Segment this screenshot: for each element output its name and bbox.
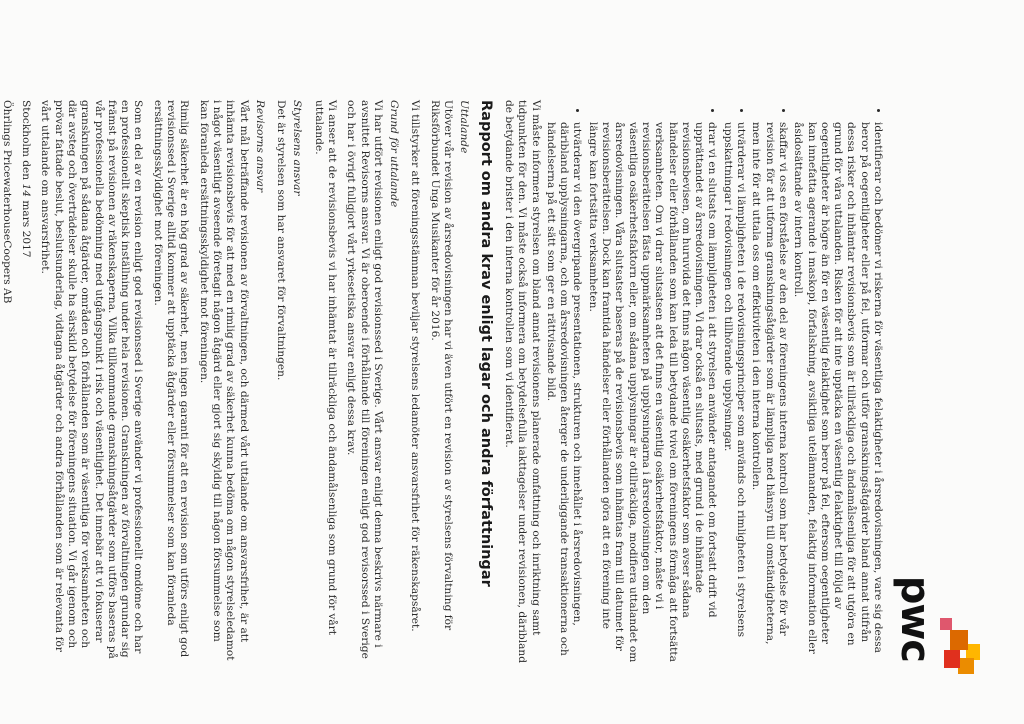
place-date-pre: Stockholm den: [20, 100, 33, 181]
grund-p2: Vi anser att de revisionsbevis vi har inhämtat är tillräckliga och ändamålsenliga som grund för vårt uttalande.: [312, 100, 339, 636]
bullet-item: • skaffar vi oss en förståelse av den del av föreningens interna kontroll som har betydelse för vår revision för att utforma granskningsåtgärder som är lämpliga med hänsyn till omständigheterna, men inte för att uttala oss om effektiviteten i den interna kontrollen.: [749, 122, 789, 664]
grund-p1: Vi har utfört revisionen enligt god revisionssed i Sverige. Vårt ansvar enligt denna beskrivs närmare i avsnittet Revisorns ansvar. Vi är oberoende i förhållande till föreningen enligt god revisorssed i Sverige och har i övrigt fullgjort vårt yrkesetiska ansvar enligt dessa krav.: [345, 100, 384, 659]
bullet-item: • utvärderar vi lämpligheten i de redovisningsprinciper som används och rimligheten i styrelsens uppskattningar i redovisningen och tillhörande upplysningar.: [720, 122, 747, 664]
heading-grund: Grund för uttalande: [388, 100, 401, 208]
pwc-logo-text: pwc: [892, 575, 938, 662]
heading-uttalande: Uttalande: [458, 100, 471, 154]
heading-revisorns: Revisorns ansvar: [253, 100, 266, 193]
audit-bullets: [544, 100, 884, 664]
revisorns-p1: Vårt mål beträffande revisionen av förvaltningen, och därmed vårt uttalande om ansvarsfrihet, är att inhämta revisionsbevis för att med en rimlig grad av säkerhet kunna bedöma om någon styrelseledamot i något väsentligt avseende företagit någon åtgärd eller gjort sig skyldig till någon försummelse som kan föranleda ersättningsskyldighet mot föreningen.: [197, 100, 250, 661]
uttalande-p1: Utöver vår revision av årsredovisningen har vi även utfört en revision av styrelsens förvaltning för Riksförbundet Unga Musikanter för år 2016.: [428, 100, 455, 631]
uttalande-p2: Vi tillstyrker att föreningsstämman beviljar styrelsens ledamöter ansvarsfrihet för räkenskapsåret.: [409, 100, 422, 632]
place-date-hand: 14: [20, 183, 33, 197]
bullet-item: • drar vi en slutsats om lämpligheten i att styrelsen använder antagandet om fortsatt drift vid upprättandet av årsredovisningen. Vi drar också en slutsats, med grund i de inhämtade revisionsbevisen, om huruvida det finns någon väsentlig osäkerhetsfaktor som avser sådana händelser eller förhållanden som kan leda till betydande tvivel om föreningens förmåga att fortsätta verksamheten. Om vi drar slutsatsen att det finns en väsentlig osäkerhetsfaktor, måste vi i revisionsberättelsen fästa uppmärksamheten på upplysningarna i årsredovisningen om den väsentliga osäkerhetsfaktorn eller, om sådana upplysningar är otillräckliga, modifiera uttalandet om årsredovisningen. Våra slutsatser baseras på de revisionsbevis som inhämtas fram till datumet för revisionsberättelsen. Dock kan framtida händelser eller förhållanden göra att en förening inte längre kan fortsätta verksamheten.: [585, 122, 718, 664]
revisorns-p2: Rimlig säkerhet är en hög grad av säkerhet, men ingen garanti för att en revision som utförs enligt god revisionssed i Sverige alltid kommer att upptäcka åtgärder eller försummelser som kan föranleda ersättningsskyldighet mot föreningen.: [151, 100, 191, 658]
paragraph-inform: Vi måste informera styrelsen om bland annat revisionens planerade omfattning och inriktning samt tidpunkten för den. Vi måste också informera om betydelsefulla iakttagelser under revisionen, däribland de betydande brister i den interna kontrollen som vi identifierat.: [502, 100, 542, 664]
pwc-logo-blocks: [934, 614, 980, 684]
signature-scribble-icon: [0, 100, 3, 170]
place-date-post: mars 2017: [20, 200, 33, 258]
place-date: [19, 100, 32, 664]
section-title: Rapport om andra krav enligt lagar och andra författningar: [477, 100, 494, 587]
pwc-logo: [890, 564, 980, 684]
bullet-item: • identifierar och bedömer vi riskerna för väsentliga felaktigheter i årsredovisningen, vare sig dessa beror på oegentligheter eller på fel, utformar och utför granskningsåtgärder bland annat utifrån dessa risker och inhämtar revisionsbevis som är tillräckliga och ändamålsenliga för att utgöra en grund för våra uttalanden. Risken för att inte upptäcka en väsentlig felaktighet till följd av oegentligheter är högre än för en väsentlig felaktighet som beror på fel, eftersom oegentligheter kan innefatta agerande i maskopi, förfalskning, avsiktliga utelämnanden, felaktig information eller åsidosättande av intern kontroll.: [791, 122, 884, 664]
report-body: [0, 100, 884, 664]
styrelsens-p1: Det är styrelsen som har ansvaret för förvaltningen.: [275, 100, 288, 381]
firm-name: Öhrlings PricewaterhouseCoopers AB: [0, 100, 13, 304]
revisorns-p3: Som en del av en revision enligt god revisionssed i Sverige använder vi professionellt omdöme och har en professionellt skeptisk inställning under hela revisionen. Granskningen av förvaltningen grundar sig främst på revisionen av räkenskaperna. Vilka tillkommande granskningsåtgärder som utförs baseras på vår professionella bedömning med utgångspunkt i risk och väsentlighet. Det innebär att vi fokuserar granskningen på sådana åtgärder, områden och förhållanden som är väsentliga för verksamheten och där avsteg och överträdelser skulle ha särskild betydelse för föreningens situation. Vi går igenom och prövar fattade beslut, beslutsunderlag, vidtagna åtgärder och andra förhållanden som är relevanta för vårt uttalande om ansvarsfrihet.: [39, 100, 145, 659]
bullet-item: • utvärderar vi den övergripande presentationen, strukturen och innehållet i årsredovisningen, däribland upplysningarna, och om årsredovisningen återger de underliggande transaktionerna och händelserna på ett sätt som ger en rättvisande bild.: [544, 122, 584, 664]
heading-styrelsens: Styrelsens ansvar: [291, 100, 304, 196]
signoff-block: [0, 100, 32, 664]
